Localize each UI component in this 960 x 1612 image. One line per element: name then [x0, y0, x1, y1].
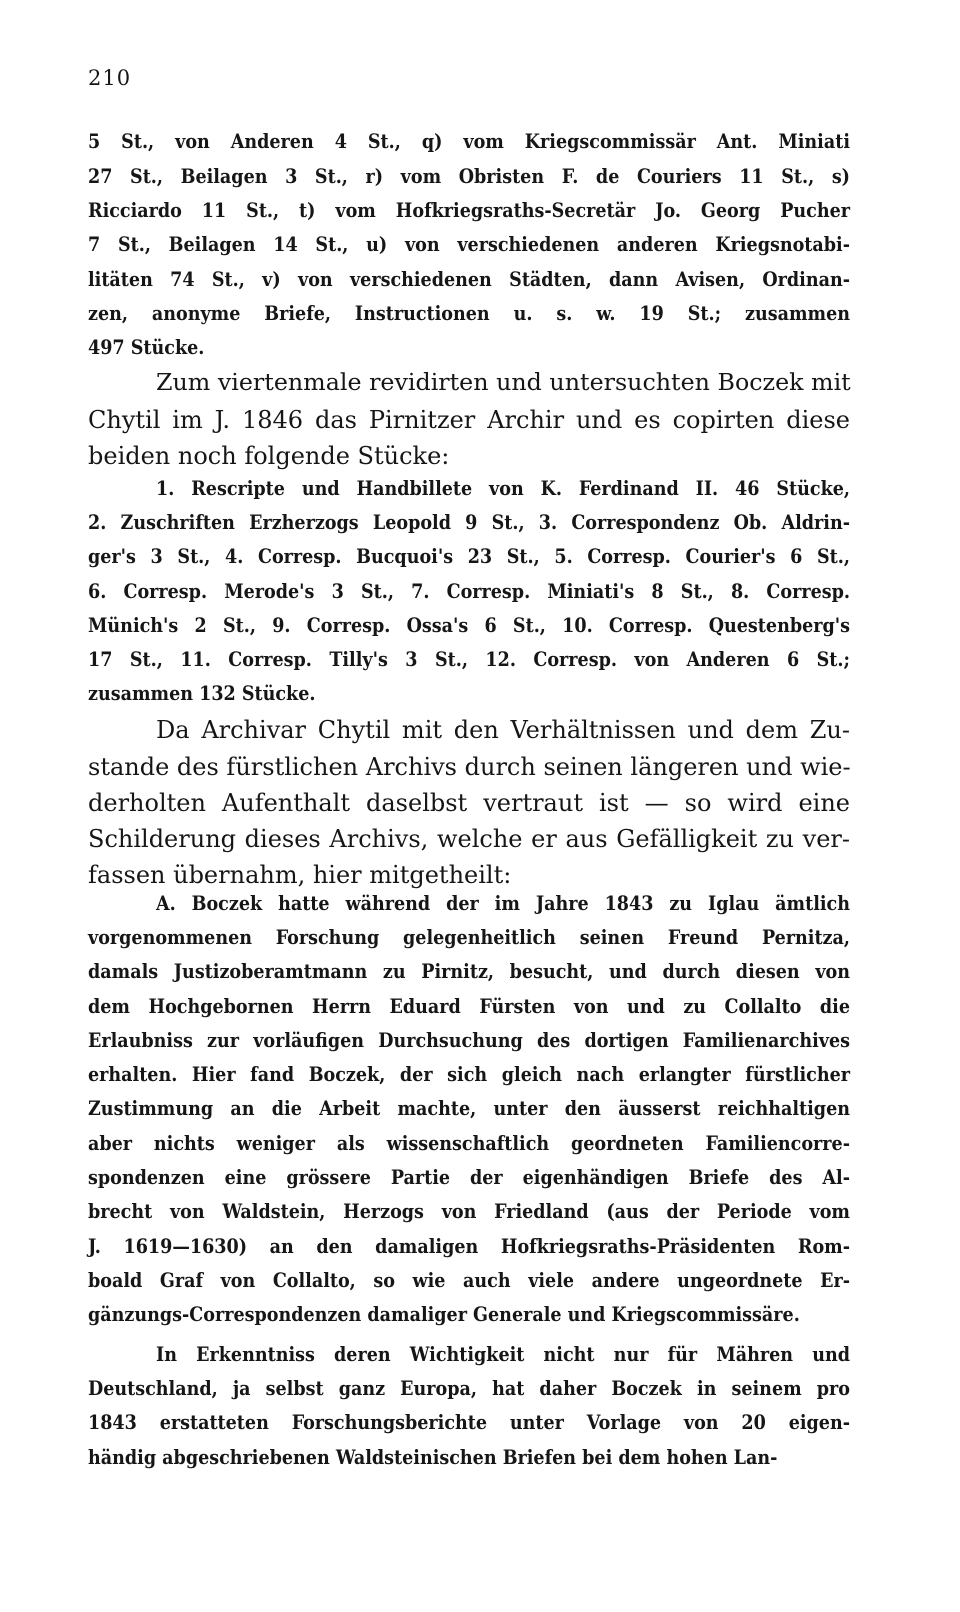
- text-line: 5 St., von Anderen 4 St., q) vom Kriegscommissär Ant. Miniati: [88, 130, 850, 153]
- text-line: damals Justizoberamtmann zu Pirnitz, besucht, und durch diesen von: [88, 960, 850, 983]
- text-line: Da Archivar Chytil mit den Verhältnissen und dem Zu-: [156, 716, 850, 744]
- text-line: boald Graf von Collalto, so wie auch viele andere ungeordnete Er-: [88, 1269, 850, 1292]
- text-line: erhalten. Hier fand Boczek, der sich gleich nach erlangter fürstlicher: [88, 1063, 850, 1086]
- text-line: stande des fürstlichen Archivs durch seinen längeren und wie-: [88, 753, 851, 781]
- text-line: brecht von Waldstein, Herzogs von Friedland (aus der Periode vom: [88, 1200, 850, 1223]
- page-number: 210: [88, 66, 132, 90]
- text-line: zusammen 132 Stücke.: [88, 682, 316, 705]
- text-line: 27 St., Beilagen 3 St., r) vom Obristen F. de Couriers 11 St., s): [88, 165, 850, 188]
- text-line: fassen übernahm, hier mitgetheilt:: [88, 861, 512, 889]
- text-line: 2. Zuschriften Erzherzogs Leopold 9 St., 3. Correspondenz Ob. Aldrin-: [88, 511, 850, 534]
- text-line: dem Hochgebornen Herrn Eduard Fürsten von und zu Collalto die: [88, 995, 850, 1018]
- text-line: 17 St., 11. Corresp. Tilly's 3 St., 12. Corresp. von Anderen 6 St.;: [88, 648, 850, 671]
- text-line: 1843 erstatteten Forschungsberichte unter Vorlage von 20 eigen-: [88, 1411, 850, 1434]
- text-line: In Erkenntniss deren Wichtigkeit nicht nur für Mähren und: [156, 1343, 850, 1366]
- text-line: litäten 74 St., v) von verschiedenen Städten, dann Avisen, Ordinan-: [88, 268, 850, 291]
- text-line: Münich's 2 St., 9. Corresp. Ossa's 6 St., 10. Corresp. Questenberg's: [88, 614, 850, 637]
- text-line: Chytil im J. 1846 das Pirnitzer Archir und es copirten diese: [88, 406, 850, 434]
- text-line: Erlaubniss zur vorläufigen Durchsuchung des dortigen Familienarchives: [88, 1029, 850, 1052]
- text-line: vorgenommenen Forschung gelegenheitlich seinen Freund Pernitza,: [88, 926, 850, 949]
- text-line: aber nichts weniger als wissenschaftlich geordneten Familiencorre-: [88, 1132, 850, 1155]
- text-line: 6. Corresp. Merode's 3 St., 7. Corresp. Miniati's 8 St., 8. Corresp.: [88, 580, 850, 603]
- text-line: 1. Rescripte und Handbillete von K. Ferdinand II. 46 Stücke,: [156, 477, 850, 500]
- text-line: Ricciardo 11 St., t) vom Hofkriegsraths-Secretär Jo. Georg Pucher: [88, 199, 850, 222]
- text-line: Deutschland, ja selbst ganz Europa, hat daher Boczek in seinem pro: [88, 1377, 850, 1400]
- text-line: 7 St., Beilagen 14 St., u) von verschiedenen anderen Kriegsnotabi-: [88, 233, 850, 256]
- text-line: Zustimmung an die Arbeit machte, unter den äusserst reichhaltigen: [88, 1097, 850, 1120]
- text-line: beiden noch folgende Stücke:: [88, 442, 450, 470]
- text-line: gänzungs-Correspondenzen damaliger Generale und Kriegscommissäre.: [88, 1303, 800, 1326]
- text-line: derholten Aufenthalt daselbst vertraut ist — so wird eine: [88, 789, 850, 817]
- text-line: händig abgeschriebenen Waldsteinischen Briefen bei dem hohen Lan-: [88, 1446, 778, 1469]
- text-line: J. 1619—1630) an den damaligen Hofkriegsraths-Präsidenten Rom-: [88, 1235, 850, 1258]
- text-line: ger's 3 St., 4. Corresp. Bucquoi's 23 St., 5. Corresp. Courier's 6 St.,: [88, 545, 850, 568]
- text-line: 497 Stücke.: [88, 336, 205, 359]
- text-line: spondenzen eine grössere Partie der eigenhändigen Briefe des Al-: [88, 1166, 850, 1189]
- text-line: zen, anonyme Briefe, Instructionen u. s. w. 19 St.; zusammen: [88, 302, 850, 325]
- text-line: Schilderung dieses Archivs, welche er aus Gefälligkeit zu ver-: [88, 825, 850, 853]
- text-line: Zum viertenmale revidirten und untersuchten Boczek mit: [156, 368, 851, 396]
- text-line: A. Boczek hatte während der im Jahre 1843 zu Iglau ämtlich: [156, 892, 850, 915]
